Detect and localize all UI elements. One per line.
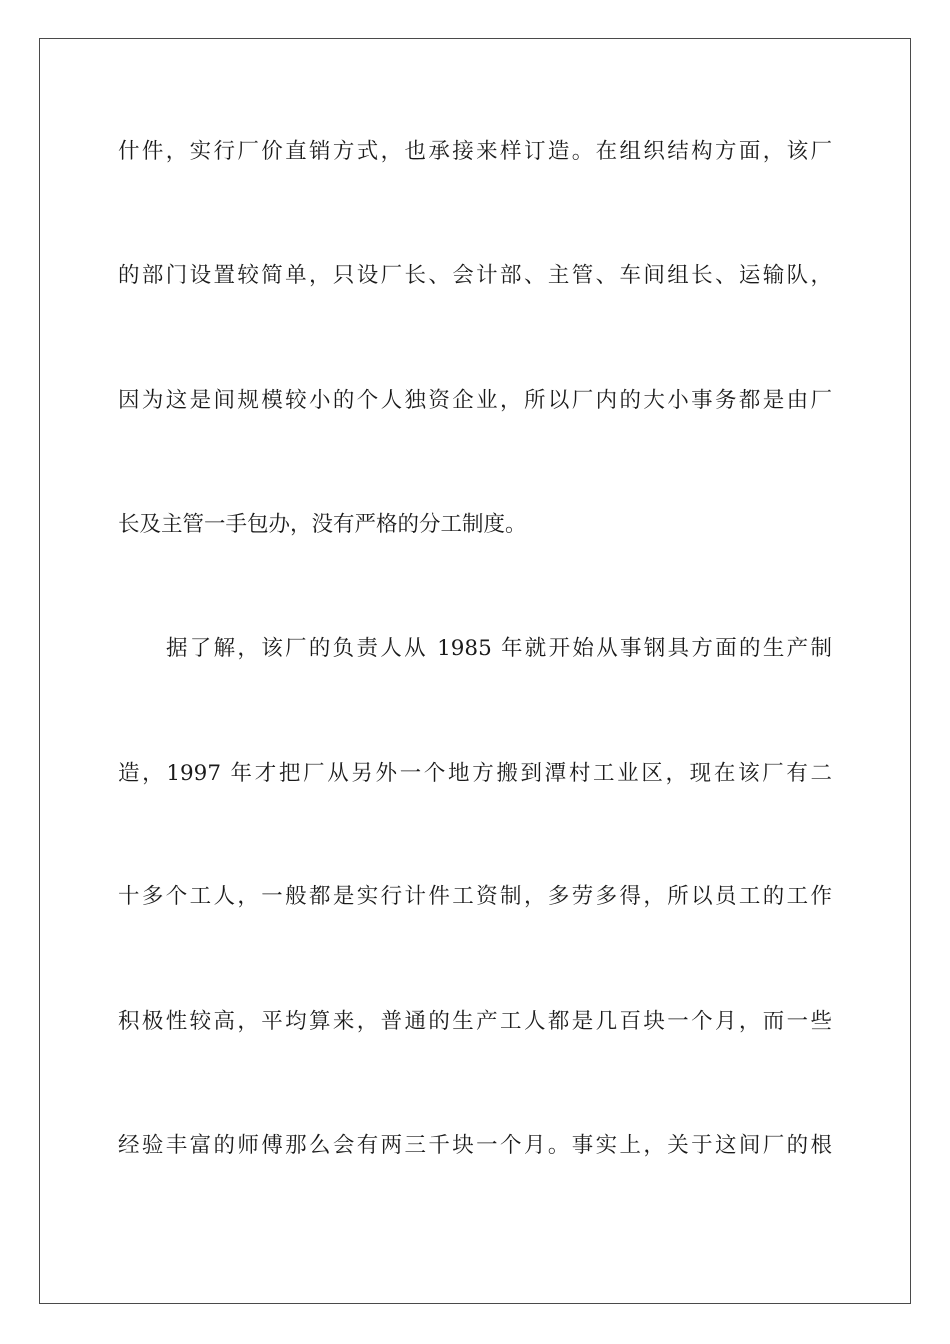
text-line-1: 什件，实行厂价直销方式，也承接来样订造。在组织结构方面，该厂 bbox=[118, 139, 832, 164]
text-line-2: 的部门设置较简单，只设厂长、会计部、主管、车间组长、运输队， bbox=[118, 263, 832, 288]
text-line-7: 十多个工人，一般都是实行计件工资制，多劳多得，所以员工的工作 bbox=[118, 884, 832, 909]
page-border bbox=[39, 38, 911, 1304]
text-line-4: 长及主管一手包办，没有严格的分工制度。 bbox=[118, 512, 527, 537]
text-line-5: 据了解，该厂的负责人从 1985 年就开始从事钢具方面的生产制 bbox=[166, 636, 832, 661]
text-line-9: 经验丰富的师傅那么会有两三千块一个月。事实上，关于这间厂的根 bbox=[118, 1133, 832, 1158]
text-line-6: 造，1997 年才把厂从另外一个地方搬到潭村工业区，现在该厂有二 bbox=[118, 761, 832, 786]
text-line-3: 因为这是间规模较小的个人独资企业，所以厂内的大小事务都是由厂 bbox=[118, 388, 832, 413]
text-line-8: 积极性较高，平均算来，普通的生产工人都是几百块一个月，而一些 bbox=[118, 1009, 832, 1034]
